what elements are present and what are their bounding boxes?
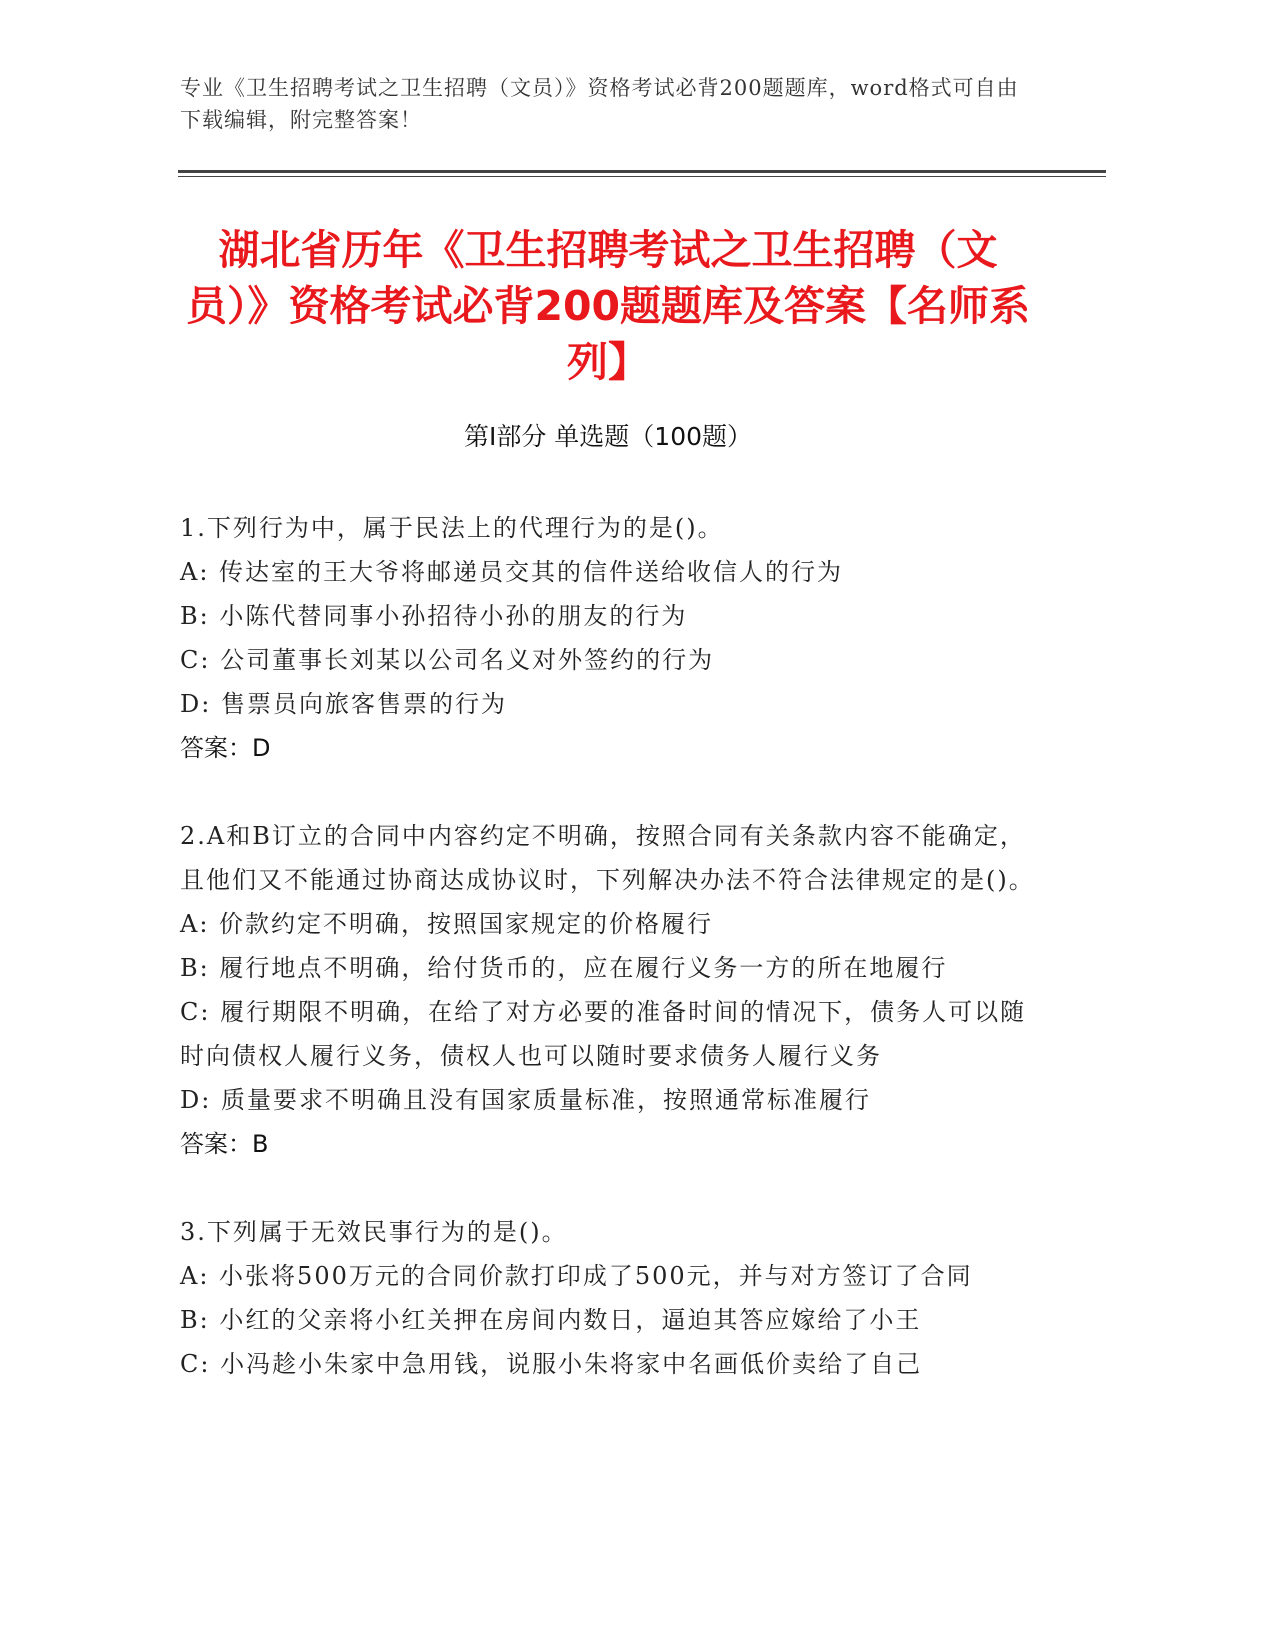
document-title: 湖北省历年《卫生招聘考试之卫生招聘（文员）》资格考试必背200题题库及答案【名师系列】 [185, 226, 1031, 386]
option-a: A: 价款约定不明确，按照国家规定的价格履行 [180, 910, 714, 938]
option-c: C: 小冯趁小朱家中急用钱，说服小朱将家中名画低价卖给了自己 [180, 1350, 923, 1378]
question-stem: 3.下列属于无效民事行为的是()。 [180, 1218, 568, 1246]
section-title: 第Ⅰ部分 单选题（100题） [463, 422, 753, 451]
question-stem: 2.A和B订立的合同中内容约定不明确，按照合同有关条款内容不能确定，且他们又不能通过协商达成协议时，下列解决办法不符合法律规定的是()。 [180, 822, 1035, 894]
option-a: A: 小张将500万元的合同价款打印成了500元，并与对方签订了合同 [180, 1262, 973, 1290]
question-stem: 1.下列行为中，属于民法上的代理行为的是()。 [180, 514, 724, 542]
answer: 答案：B [180, 1130, 269, 1158]
header-rule-thick [178, 170, 1106, 173]
option-a: A: 传达室的王大爷将邮递员交其的信件送给收信人的行为 [180, 558, 844, 586]
option-b: B: 小红的父亲将小红关押在房间内数日，逼迫其答应嫁给了小王 [180, 1306, 922, 1334]
question-list [180, 506, 1050, 1430]
option-d: D: 售票员向旅客售票的行为 [180, 690, 507, 718]
question-1 [180, 506, 1050, 770]
answer: 答案：D [180, 734, 271, 762]
option-d: D: 质量要求不明确且没有国家质量标准，按照通常标准履行 [180, 1086, 871, 1114]
option-c: C: 公司董事长刘某以公司名义对外签约的行为 [180, 646, 715, 674]
header-note: 专业《卫生招聘考试之卫生招聘（文员）》资格考试必背200题题库，word格式可自由下载编辑，附完整答案！ [180, 76, 1019, 132]
option-c: C: 履行期限不明确，在给了对方必要的准备时间的情况下，债务人可以随时向债权人履行义务，债权人也可以随时要求债务人履行义务 [180, 998, 1027, 1070]
question-2 [180, 814, 1050, 1166]
option-b: B: 小陈代替同事小孙招待小孙的朋友的行为 [180, 602, 688, 630]
question-3 [180, 1210, 1050, 1386]
option-b: B: 履行地点不明确，给付货币的，应在履行义务一方的所在地履行 [180, 954, 948, 982]
header-rule-thin [178, 176, 1106, 177]
